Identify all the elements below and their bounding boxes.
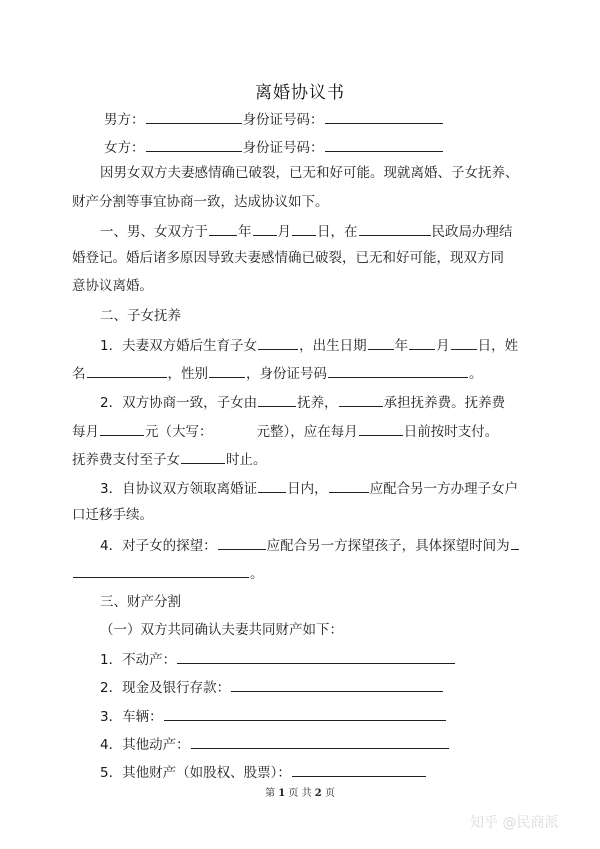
item4-text-b: 应配合另一方探望孩子，具体探望时间为 <box>266 538 510 554</box>
property-item-2 <box>100 676 444 698</box>
clause2-item4-line-2 <box>72 562 264 584</box>
item2-text-h: 抚养费支付至子女 <box>72 452 180 468</box>
male-label: 男方： <box>104 112 145 128</box>
item2-text-b: 抚养， <box>297 395 338 411</box>
payment-day-blank[interactable] <box>359 420 403 436</box>
visit-time-blank-start[interactable] <box>511 534 519 550</box>
year-label: 年 <box>238 224 252 240</box>
custody-party-blank[interactable] <box>258 391 296 407</box>
clause2-item3-line-1 <box>100 477 518 499</box>
item4-text-c: 。 <box>250 566 264 582</box>
transfer-days-blank[interactable] <box>258 477 286 493</box>
transfer-party-blank[interactable] <box>329 477 369 493</box>
month-label: 月 <box>277 224 291 240</box>
clause1-line-1 <box>100 220 513 242</box>
clause2-item3-line-2: 口迁移手续。 <box>72 507 153 523</box>
item1-text-c: 年 <box>394 338 409 354</box>
item1-text-h: ，身份证号码 <box>246 366 327 382</box>
male-id-label: 身份证号码： <box>242 112 324 128</box>
female-id-label: 身份证号码： <box>242 140 324 156</box>
item1-text-b: ，出生日期 <box>299 338 367 354</box>
marriage-year-blank[interactable] <box>209 220 237 236</box>
female-party-line <box>104 136 444 158</box>
male-id-blank[interactable] <box>325 108 443 124</box>
movables-blank[interactable] <box>191 733 449 749</box>
clause2-item1-line-2 <box>72 362 483 384</box>
property-item-4 <box>100 733 450 755</box>
clause3-sub-heading: （一）双方共同确认夫妻共同财产如下： <box>100 622 343 638</box>
item1-text-e: 日，姓 <box>477 338 519 354</box>
clause2-item4-line-1 <box>100 534 520 556</box>
footer-suffix: 页 <box>324 788 335 799</box>
item1-text-a: 1．夫妻双方婚后生育子女 <box>100 338 258 354</box>
clause3-heading: 三、财产分割 <box>100 594 181 610</box>
child-name-blank[interactable] <box>87 362 167 378</box>
female-id-blank[interactable] <box>325 136 443 152</box>
page-footer <box>0 784 600 799</box>
item2-text-a: 2．双方协商一致，子女由 <box>100 395 258 411</box>
clause1-line-2: 婚登记。婚后诸多原因导致夫妻感情确已破裂，已无和好可能，现双方同 <box>72 250 504 266</box>
item2-text-d: 每月 <box>72 424 99 440</box>
preamble-line-1: 因男女双方夫妻感情确已破裂，已无和好可能。现就离婚、子女抚养、 <box>100 165 519 181</box>
female-name-blank[interactable] <box>146 136 242 152</box>
item1-text-i: 。 <box>469 366 483 382</box>
clause2-item2-line-1 <box>100 391 505 413</box>
property-label-other: 5．其他财产（如股权、股票）： <box>100 765 291 781</box>
support-payer-blank[interactable] <box>339 391 383 407</box>
cash-deposits-blank[interactable] <box>231 676 443 692</box>
property-item-1 <box>100 648 456 670</box>
marriage-month-blank[interactable] <box>253 220 277 236</box>
footer-middle: 页 共 <box>288 788 312 799</box>
bureau-blank[interactable] <box>359 220 431 236</box>
item1-text-d: 月 <box>436 338 450 354</box>
property-item-3 <box>100 705 447 727</box>
property-label-real-estate: 1．不动产： <box>100 652 177 668</box>
monthly-amount-blank[interactable] <box>100 420 144 436</box>
property-label-vehicles: 3．车辆： <box>100 709 163 725</box>
item3-text-a: 3．自协议双方领取离婚证 <box>100 481 258 497</box>
property-label-movables: 4．其他动产： <box>100 737 190 753</box>
vehicles-blank[interactable] <box>164 705 446 721</box>
support-end-blank[interactable] <box>181 448 225 464</box>
clause2-item1-line-1 <box>100 334 518 356</box>
day-label: 日，在 <box>317 224 358 240</box>
other-property-blank[interactable] <box>292 761 426 777</box>
current-page-number: 1 <box>278 788 286 799</box>
item3-text-c: 应配合另一方办理子女户 <box>369 481 519 497</box>
property-label-cash: 2．现金及银行存款： <box>100 680 231 696</box>
children-count-blank[interactable] <box>258 334 298 350</box>
property-item-5 <box>100 761 427 783</box>
clause2-heading: 二、子女抚养 <box>100 308 181 324</box>
item4-text-a: 4．对子女的探望： <box>100 538 217 554</box>
birth-day-blank[interactable] <box>451 334 477 350</box>
item1-text-f: 名 <box>72 366 86 382</box>
real-estate-blank[interactable] <box>177 648 455 664</box>
clause2-item2-line-3 <box>72 448 267 470</box>
item2-text-g: 日前按时支付。 <box>403 424 499 440</box>
birth-year-blank[interactable] <box>368 334 394 350</box>
item1-text-g: ，性别 <box>167 366 208 382</box>
preamble-line-2: 财产分割等事宜协商一致，达成协议如下。 <box>72 194 329 210</box>
bureau-label: 民政局办理结 <box>431 224 513 240</box>
birth-month-blank[interactable] <box>409 334 435 350</box>
document-title: 离婚协议书 <box>255 83 345 103</box>
item2-text-f: 元整），应在每月 <box>256 424 358 440</box>
total-page-number: 2 <box>314 788 322 799</box>
item2-text-e: 元（大写： <box>145 424 213 440</box>
child-id-blank[interactable] <box>328 362 468 378</box>
male-party-line <box>104 108 444 130</box>
item2-text-i: 时止。 <box>226 452 267 468</box>
female-label: 女方： <box>104 140 145 156</box>
male-name-blank[interactable] <box>146 108 242 124</box>
item2-text-c: 承担抚养费。抚养费 <box>383 395 506 411</box>
footer-prefix: 第 <box>265 788 276 799</box>
visit-party-blank[interactable] <box>218 534 266 550</box>
clause1-line-3: 意协议离婚。 <box>72 278 153 294</box>
item3-text-b: 日内， <box>287 481 328 497</box>
clause1-text: 一、男、女双方于 <box>100 224 208 240</box>
watermark-text: 知乎 @民商派 <box>470 815 559 831</box>
marriage-day-blank[interactable] <box>292 220 316 236</box>
visit-time-blank[interactable] <box>73 562 249 578</box>
clause2-item2-line-2 <box>72 420 498 442</box>
child-gender-blank[interactable] <box>209 362 245 378</box>
